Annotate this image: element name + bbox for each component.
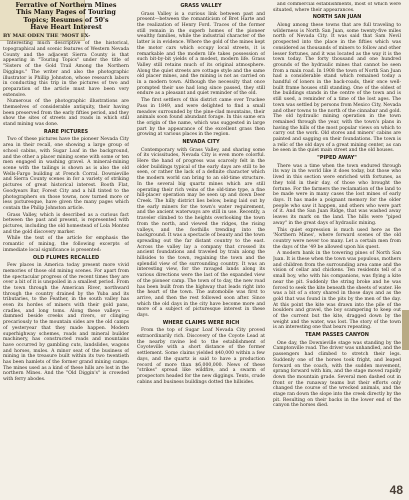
- paragraph: One day, the Downieville stage was standing by the Camptonville road. The driver was unhandled, and the passengers had climbed to stretch their legs. Suddenly one of the horses took fright, and leaped forward on the coach, with the sudden movement, sprang forward with him, and the stage moved rapidly down the mountain grade. Several men dashed out in front or the runaway teams but their efforts only changed the course of the wrecked animals, and the stage ran down the slope into the creek directly by the pit. Resulting on their backs in the lower end of the canyon the horses died.: [273, 340, 401, 409]
- section-heading: "PIPED AWAY": [317, 155, 357, 162]
- paragraph: While the text of the article for emphasis the romantic of mining, the following excerpts of immediate local significance is presented:: [3, 236, 129, 253]
- section-heading: GRASS VALLEY: [180, 3, 222, 9]
- paragraph: There was a time when the town endured through its way in the world like it does today, but those who lived in this section were enriched with fortunes, as they told in their day, of those who brought the fortune. For the farmers the reclamation of the land to be made were in many cases the lost mines of early days. It has made a poignant memory for the older people who saw it happen, and others who were part of it. And the San Juan Ridge, that was washed away leaves its mark on the land. The hills were "piped away" in the great days of hydraulic mining.: [273, 163, 401, 226]
- paragraph: Two of these pictures have the pioneer Nevada City area in their recall, one showing a large group of school cabins, with Sugar Loaf in the background, and the other a placer mining scene with some or ten men engaged in washing gravel. A mineral-mining scene with the tailings is shown as is also the old Wells-Fargo building at French Corral. Downieville and Sierra County scenes in for a variety of striking pictures of great historical interest. Booth Flat, Goodyears Bar, Forest City and a hill tinted to the photographers on those towns, now turned more or less picturesque, have given the many pages which contain the Philip Johnston article.: [3, 137, 129, 211]
- paragraph: The first settlers of this district came over Truckee Pass in 1849, and were delighted to find a small meadow surrounded by the pine-clad mountains, their animals soon found abundant forage. In this same era the origin of the name, which was suggested in large part by the appearance of the excellent grass then growing at various places in the region.: [137, 98, 265, 138]
- section-heading: WHERE CLAIMS WERE RICH: [162, 319, 240, 326]
- article-title: Ferrative of Northern Mines This Many Pages of Touring Topics; Resumes of 50's Have Heart Interest: [15, 2, 117, 32]
- section-heading: OLD FLUMES RECALLED: [32, 254, 100, 261]
- section-heading: RARE PICTURES: [43, 128, 89, 135]
- column-2: [137, 2, 265, 496]
- paragraph: Along among these towns that are full traveling to wilderness is North San Juan, some twenty-five miles north of Nevada City. It was said that Sam Nevil prospected into the place in the fifties which was considered as thousands of miners to follow and other lesser fortunes, and it was located as the way it is the town today. The forty thousand and one hundred grounds of the hydraulic mines that cannot be seen from a main road. In 1908 the town of North San Juan had a considerable stand which remained today a handful of loners in the back-roads, their once well-built frame houses still standing. One of the oldest of the buildings stands in the centre of the town and is still used, a reminder of a time of the lost ages. The town was settled by persons from Mexico City, Nevada and other towns to the north of the cinnabar and gold. The old hydraulic mining operation in the town remained through the year, with the town's plans in having the hills of the most popular views on which to carry out the work. Old stores and miners' cabins are painted and sagging on their foundations. The town is a relic of the old days of a great mining center, as can be seen in the quiet main street and the old houses.: [273, 23, 401, 154]
- paragraph: and commercial establishments, most of which were situated, where their appearances.: [273, 2, 401, 13]
- paragraph: A modern bank in the towering pines of North San Juan. It is these when the town was populous, mothers and children from the surrounding area came and the vision of cellar and chickens. Ten residents tell of a small boy, who with his companions, was flying a kite near the pit. Suddenly the string broke and he was forced to seek the kite beneath the sheets of water. He was a bit of a story shared in those days and as the gold that was found in the pits by the men of the day. At this point the kite was drawn into the pile of the boulders and gravel, the boy scampering to keep out of the current but the kite, dragged down by the weight and the water, was lost. The story of the town is an interesting one that bears repeating.: [273, 251, 401, 331]
- column-1: [3, 2, 129, 496]
- binder-tab: [402, 310, 409, 350]
- section-heading: TEAM PASSES CANYON: [305, 332, 369, 339]
- page-number: 48: [389, 483, 403, 497]
- section-heading: NORTH SAN JUAN: [312, 14, 362, 21]
- paragraph: Contemporary with Grass Valley, and sharing some of its vicissitudes, Nevada City is even more colorful. Here the hand of progress was scarcely felt in the older buildings typical of the early days are still to be seen, or rather the lack of a definite character which the modern world can bring to an old-time structure. In the several big quartz mines which are still operating their rich veins of the old-time type, a fine hill-placer operation may be seen up and down Deer Creek. The hilly district lies below, being laid out by the early miners for the town's water requirement, and the ancient waterways are still in use. Recently, a traveler climbed to the heights overlooking the town from the north, and viewed the ridges, the rising valleys, and the foothills trending into the background. It was a spectacle of beauty and the town spreading out the far distant country to the east. Across the valley lay a company that crossed its ancient foundations and traveled by train along the hillsides to the town, regaining the town and the splendid view of the surrounding country. It was an interesting view, for the ravaged lands along its various directions were the last of the expanded view of the pioneer camp. The town of to day, the new road has been built from the highway that leads right into the heart of the town. The automobile was first to arrive, and then the rest followed soon after. Since which the old days in the city have become more and more of a subject of picturesque interest in these days.: [137, 147, 265, 319]
- section-heading: NEVADA CITY: [182, 139, 220, 146]
- paragraph: Numerous of the photographic illustrations are themselves of considerable antiquity, their having been preserved from the early fifties period, and they show the sites of streets and roads in which still stand mining was done.: [3, 99, 129, 128]
- column-3: [273, 2, 401, 496]
- paragraph: Grass Valley, which is described as a curious fact between the past and present, is represented with pictures, including the old homestead of Lola Montez and the gold discovery marker.: [3, 212, 129, 235]
- paragraph: Interesting much descriptive of the historical, topographical and scenic features of Western Nevada County and the adjacent Sierra County is that appearing in "Touring Topics" under the title of "Sisters of the Gold Trail Among the Northern Diggings." The writer and also the photographic illustrator is Phillip Johnston, whose research labors in conducting this trip in the pictures of two and preparation of the article must have been very extensive.: [3, 41, 129, 98]
- paragraph: This quiet expression is much used here as the 'Northern Mines', where forward scenes of the old country were never too many. Let a certain men from the days of the '49 be allowed upon his quest.: [273, 227, 401, 250]
- article-byline: BY MAE ODEN THE 'MOST EX-: [3, 32, 91, 39]
- paragraph: From the top of Sugar Loaf Nevada City proved extraordinarily rich. Discovery of the Coyote Lead at the nearby ravine led to the establishment of Coyoteville with a short distance of the former settlement. Some claims yielded $40,000 within a few days, and the quartz is said to have a production record of more than $6,000,000. News of these "strikes" spread like wildfire, and a swarm of prospectors headed for the new diggings. Tents, crude cabins and business buildings dotted the hillsides.: [137, 328, 265, 385]
- paragraph: Grass Valley is a curious link between past and present—between the romanticism of Bret Harte and the realization of Henry Ford. Traces of the former still remain in the superb homes of the pioneer wealthy families, while the industrial character of the latter is in evidence. Where the gold of the mines kept the motor cars which occupy local streets, it is remarkable and the modern life takes possession of such bit-by-bit yields of a modest, modern life. Grass Valley still retains much of its original atmosphere. Along the quiet streets are cottage style and the same old placer mines, and the mining is not as carried on in a modern town. Although the necessity that once prompted their use had long since passed, they still endure as a pleasant and quiet reminder of the old.: [137, 11, 265, 97]
- paragraph: Few places in America today present more vivid memories of those old mining scenes. For apart from the spectacular progress of the recent times they are over a bit of it is unspoiled in a smallest period. From the town through the American River, northward through the country drained by the Yuba and its tributaries, to the Feather, in the south valley has even its hordes of miners with their gold pans, cradles, and long toms. Along these valleys — dammed beside creeks and rivers, or clinging precariously to the mountain sides are the old camps of yesteryear that they made happen. Modern superhighway schemes, roads and mineral builder machinery, has constructed roads and mountains have occurred by gambling cuts, landslides, wagons and horses, mules. A minor seat of the business of mining in the treasure built within its two twentieth has been hamlets of the former grand mining camps. The mines used as a kind of these hills are lost in the northern Mines. And the "Old Diggin's" is crowded with ferry abodes.: [3, 263, 129, 383]
